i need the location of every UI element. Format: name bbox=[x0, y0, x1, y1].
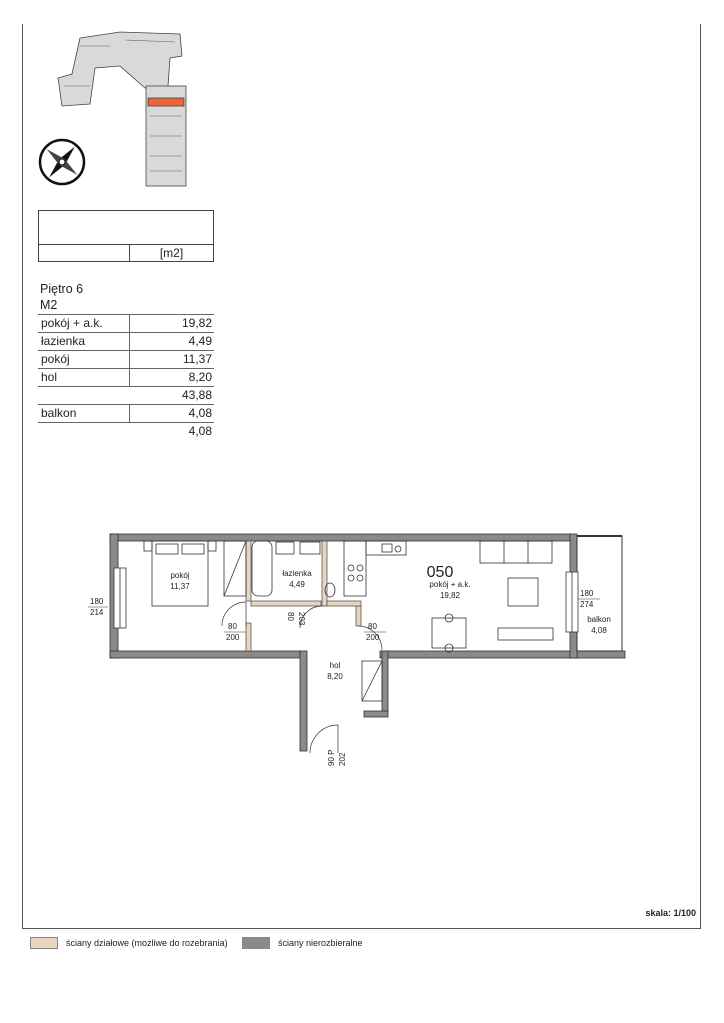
area-sum: 43,88 bbox=[181, 388, 212, 402]
floor-plan bbox=[90, 528, 630, 768]
room-area-hall: 8,20 bbox=[327, 672, 343, 681]
floor-level: Piętro 6 bbox=[40, 282, 84, 296]
room-area-balcony: 4,08 bbox=[591, 626, 607, 635]
balcony-sum-row bbox=[38, 423, 214, 440]
area-row: łazienka 4,49 bbox=[38, 333, 214, 351]
door-bedroom-width: 80 bbox=[228, 622, 237, 631]
area-row: pokój + a.k. 19,82 bbox=[38, 314, 214, 333]
unit-type: M2 bbox=[40, 298, 58, 312]
legend-item: ściany działowe (możliwe do rozebrania) bbox=[30, 937, 228, 949]
door-bath-width: 80 bbox=[286, 612, 295, 621]
window-right-height: 274 bbox=[580, 600, 594, 609]
room-area-living: 19,82 bbox=[439, 591, 461, 600]
area-table bbox=[38, 314, 214, 440]
room-label-living: pokój + a.k. bbox=[429, 580, 471, 589]
compass-icon bbox=[34, 134, 90, 190]
window-right-width: 180 bbox=[580, 589, 594, 598]
room-label-bathroom: łazienka bbox=[282, 569, 312, 578]
area-row: hol 8,20 bbox=[38, 369, 214, 387]
room-area-bedroom: 11,37 bbox=[170, 582, 190, 591]
unit-table-header bbox=[38, 210, 214, 264]
window-left-height: 214 bbox=[90, 608, 104, 617]
apartment-number: 050 bbox=[426, 564, 454, 581]
room-label-hall: hol bbox=[329, 661, 341, 670]
door-bedroom-height: 200 bbox=[226, 633, 240, 642]
scale-label: skala: 1/100 bbox=[645, 908, 696, 918]
legend-item: ściany nierozbieralne bbox=[242, 937, 363, 949]
door-bath-height: 203 bbox=[297, 612, 306, 626]
area-sum-row bbox=[38, 387, 214, 404]
door-living-height: 200 bbox=[366, 633, 380, 642]
unit-label: [m2] bbox=[159, 246, 184, 260]
highlighted-unit bbox=[148, 98, 184, 106]
legend-swatch-key-walls bbox=[242, 937, 270, 949]
door-living-width: 80 bbox=[368, 622, 377, 631]
area-row: pokój 11,37 bbox=[38, 351, 214, 369]
door-entry-height: 202 bbox=[338, 752, 347, 766]
room-label-balcony: balkon bbox=[587, 615, 611, 624]
room-label-bedroom: pokój bbox=[170, 571, 190, 580]
balcony-row: balkon 4,08 bbox=[38, 404, 214, 423]
floor-info bbox=[40, 281, 83, 313]
legend-swatch-partition bbox=[30, 937, 58, 949]
unit-table-title-cell bbox=[38, 210, 214, 245]
window-left-width: 180 bbox=[90, 597, 104, 606]
balcony-sum: 4,08 bbox=[188, 424, 212, 438]
door-entry-width: 90 P bbox=[327, 749, 336, 766]
room-area-bathroom: 4,49 bbox=[289, 580, 305, 589]
